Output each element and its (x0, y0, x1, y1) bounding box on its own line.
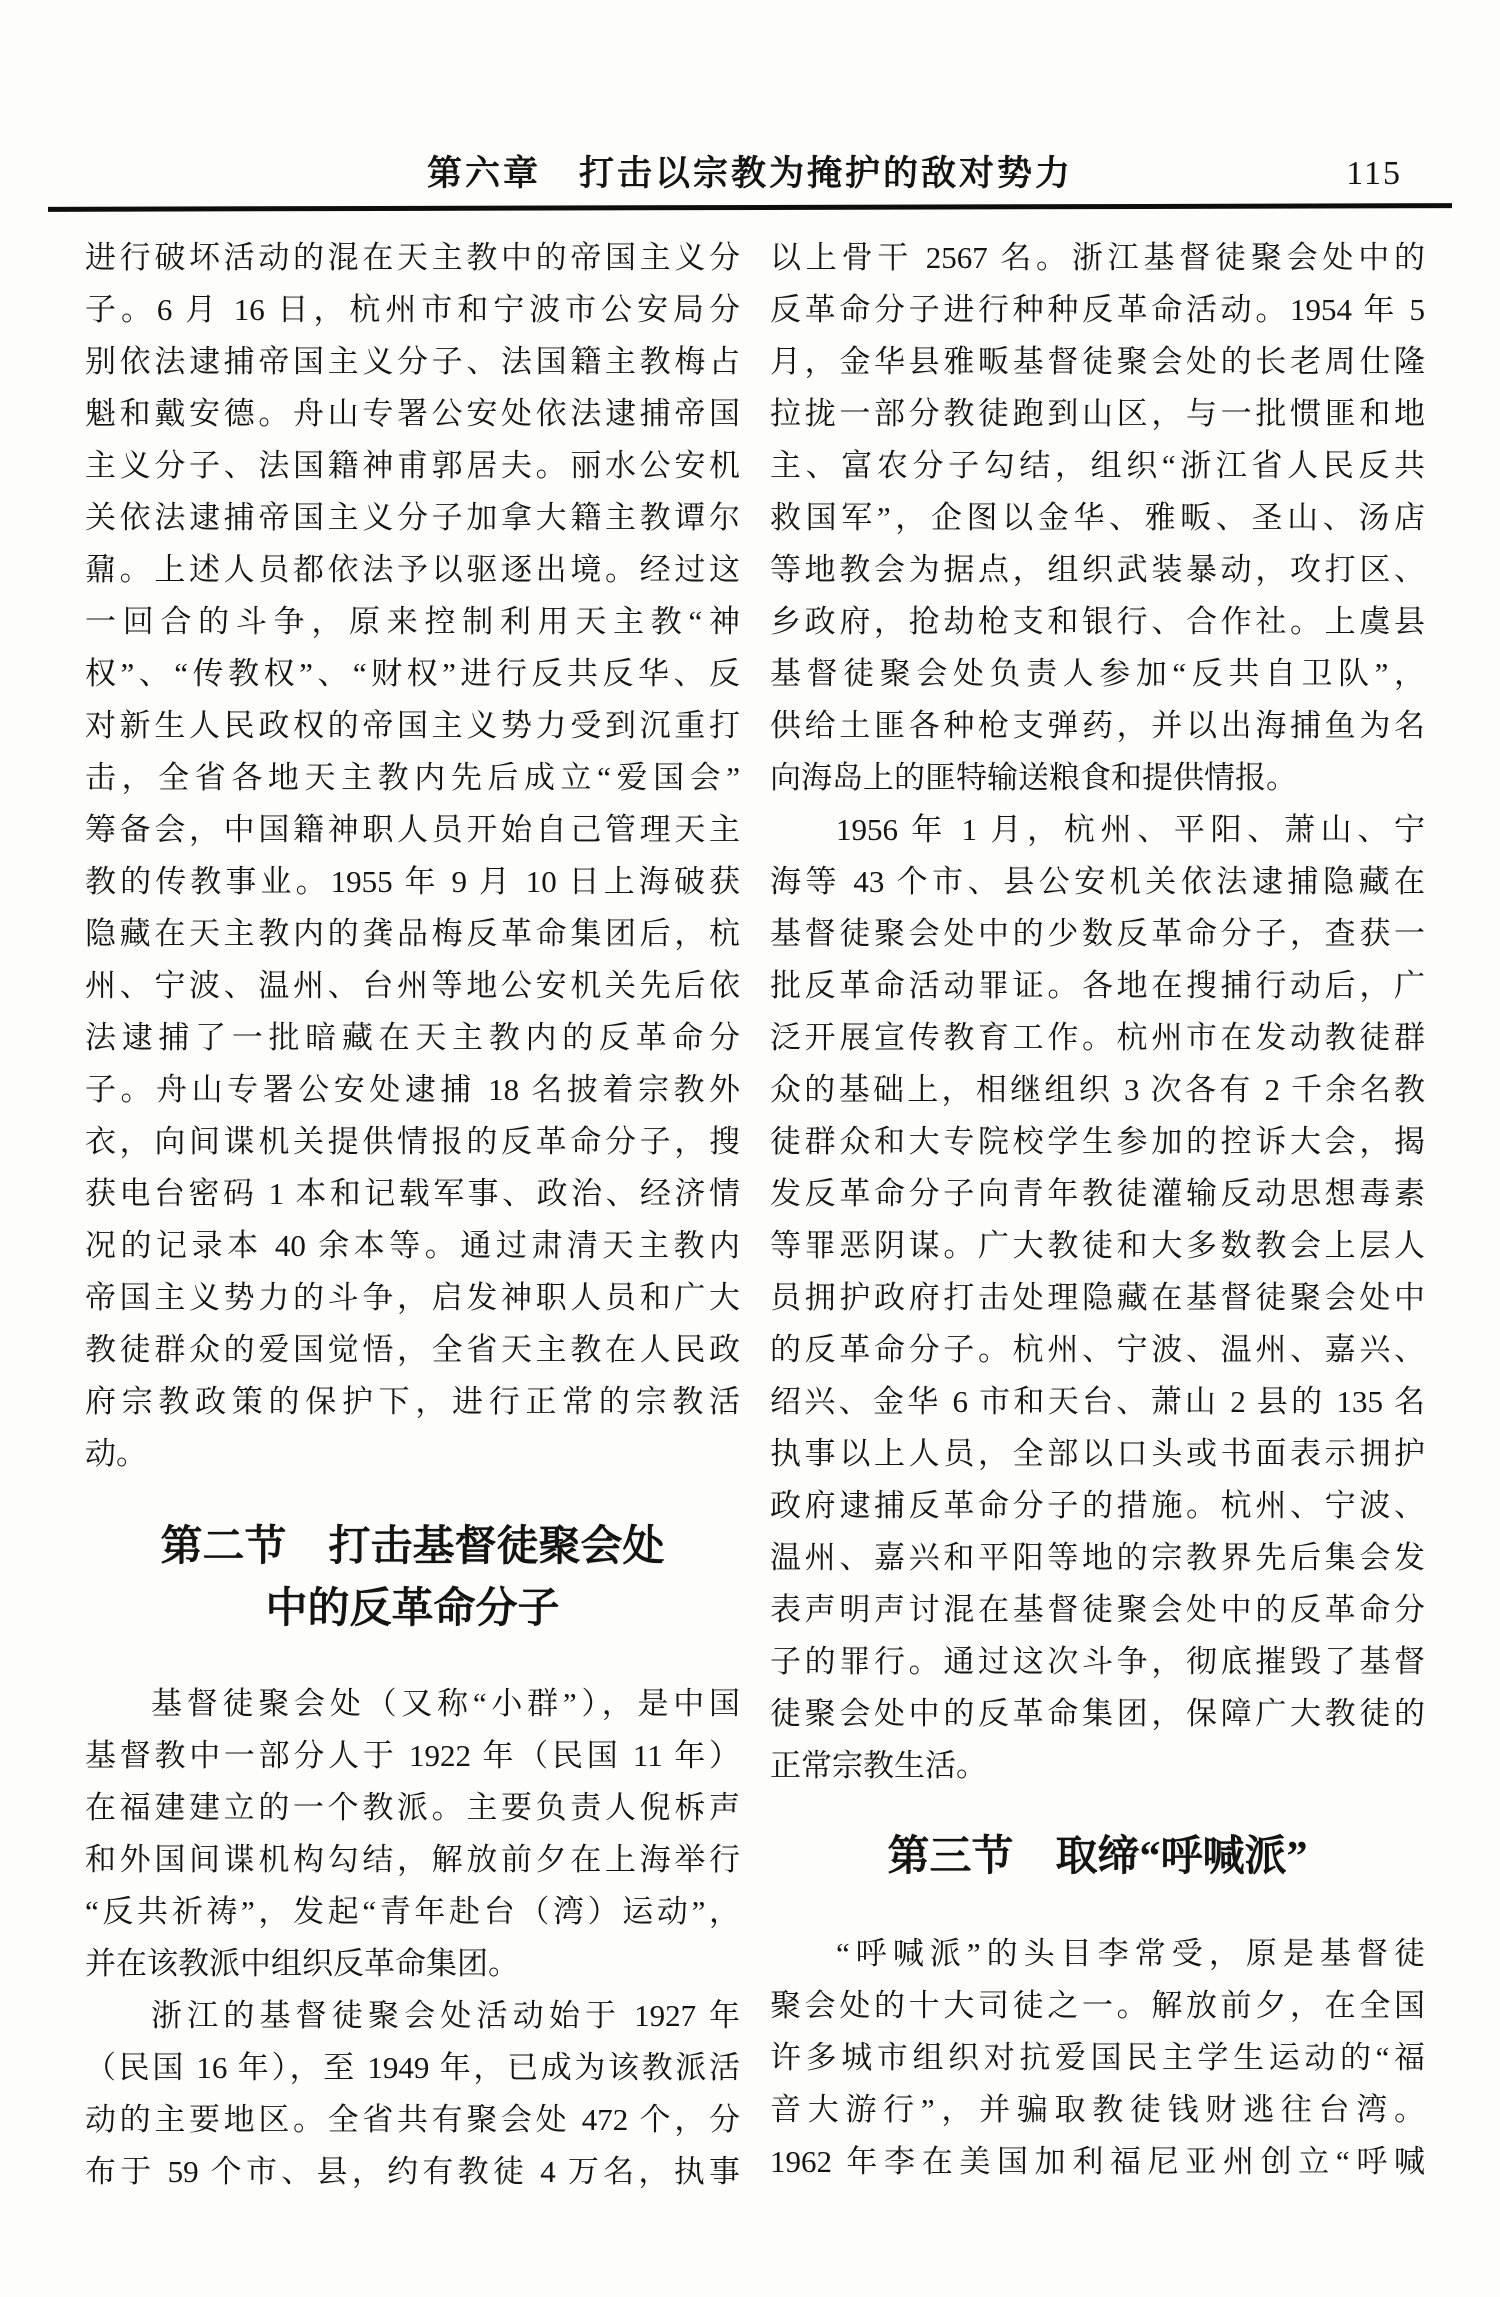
text-line: 击，全省各地天主教内先后成立“爱国会” (85, 760, 740, 795)
text-line: 子。舟山专署公安处逮捕 18 名披着宗教外 (85, 1072, 740, 1107)
text-line: 筹备会，中国籍神职人员开始自己管理天主 (85, 812, 740, 847)
text-line: “呼喊派”的头目李常受，原是基督徒 (836, 1936, 1425, 1971)
text-line: 乡政府，抢劫枪支和银行、合作社。上虞县 (770, 604, 1425, 639)
text-line: 进行破坏活动的混在天主教中的帝国主义分 (85, 240, 740, 275)
text-line: 帝国主义势力的斗争，启发神职人员和广大 (85, 1280, 740, 1315)
text-line: 府宗教政策的保护下，进行正常的宗教活 (85, 1384, 740, 1419)
text-line: 众的基础上，相继组织 3 次各有 2 千余名教 (770, 1072, 1425, 1107)
text-line: 1956 年 1 月，杭州、平阳、萧山、宁 (836, 812, 1425, 847)
text-line: 主、富农分子勾结，组织“浙江省人民反共 (770, 448, 1425, 483)
text-line: 鼐。上述人员都依法予以驱逐出境。经过这 (85, 552, 740, 587)
text-line: 政府逮捕反革命分子的措施。杭州、宁波、 (770, 1488, 1425, 1523)
text-line: 月，金华县雅畈基督徒聚会处的长老周仕隆 (770, 344, 1425, 379)
text-line: 关依法逮捕帝国主义分子加拿大籍主教谭尔 (85, 500, 740, 535)
text-line: 布于 59 个市、县，约有教徒 4 万名，执事 (85, 2154, 740, 2189)
text-line: 浙江的基督徒聚会处活动始于 1927 年 (151, 1998, 740, 2033)
text-line: 主义分子、法国籍神甫郭居夫。丽水公安机 (85, 448, 740, 483)
running-header (0, 148, 1500, 200)
text-line: 和外国间谍机构勾结，解放前夕在上海举行 (85, 1842, 740, 1877)
text-line: 法逮捕了一批暗藏在天主教内的反革命分 (85, 1020, 740, 1055)
section-heading-line: 第三节 取缔“呼喊派” (887, 1834, 1308, 1880)
text-line: 基督徒聚会处（又称“小群”），是中国 (151, 1686, 740, 1721)
text-line: 等罪恶阴谋。广大教徒和大多数教会上层人 (770, 1228, 1425, 1263)
text-line: 教的传教事业。1955 年 9 月 10 日上海破获 (85, 864, 740, 899)
text-line: 表声明声讨混在基督徒聚会处中的反革命分 (770, 1592, 1425, 1627)
text-line: 的反革命分子。杭州、宁波、温州、嘉兴、 (770, 1332, 1425, 1367)
text-line: 获电台密码 1 本和记载军事、政治、经济情 (85, 1176, 740, 1211)
text-line: 对新生人民政权的帝国主义势力受到沉重打 (85, 708, 740, 743)
text-line: 供给土匪各种枪支弹药，并以出海捕鱼为名 (770, 708, 1425, 743)
section-heading (85, 1516, 740, 1640)
section-heading-line: 第二节 打击基督徒聚会处 (160, 1524, 665, 1570)
text-line: （民国 16 年），至 1949 年，已成为该教派活 (85, 2050, 740, 2085)
text-line: 况的记录本 40 余本等。通过肃清天主教内 (85, 1228, 740, 1263)
column-left (85, 232, 740, 2198)
text-line: 音大游行”，并骗取教徒钱财逃往台湾。 (770, 2092, 1425, 2127)
text-line: 正常宗教生活。 (770, 1748, 987, 1783)
section-heading-line: 中的反革命分子 (265, 1586, 560, 1632)
text-line: 魁和戴安德。舟山专署公安处依法逮捕帝国 (85, 396, 740, 431)
text-line: 救国军”，企图以金华、雅畈、圣山、汤店 (770, 500, 1425, 535)
text-line: 子的罪行。通过这次斗争，彻底摧毁了基督 (770, 1644, 1425, 1679)
chapter-title: 第六章 打击以宗教为掩护的敌对势力 (426, 154, 1073, 193)
section-heading (770, 1826, 1425, 1888)
text-line: 基督徒聚会处中的少数反革命分子，查获一 (770, 916, 1425, 951)
text-line: 教徒群众的爱国觉悟，全省天主教在人民政 (85, 1332, 740, 1367)
text-line: 动的主要地区。全省共有聚会处 472 个，分 (85, 2102, 740, 2137)
text-line: 1962 年李在美国加利福尼亚州创立“呼喊 (770, 2144, 1425, 2179)
text-line: 反革命分子进行种种反革命活动。1954 年 5 (770, 292, 1425, 327)
column-right (770, 232, 1425, 2198)
text-line: 徒群众和大专院校学生参加的控诉大会，揭 (770, 1124, 1425, 1159)
text-line: 发反革命分子向青年教徒灌输反动思想毒素 (770, 1176, 1425, 1211)
text-line: 并在该教派中组织反革命集团。 (85, 1946, 519, 1981)
text-line: 在福建建立的一个教派。主要负责人倪柝声 (85, 1790, 740, 1825)
text-line: 批反革命活动罪证。各地在搜捕行动后，广 (770, 968, 1425, 1003)
text-line: 以上骨干 2567 名。浙江基督徒聚会处中的 (770, 240, 1425, 275)
text-line: 权”、“传教权”、“财权”进行反共反华、反 (85, 656, 740, 691)
text-line: 执事以上人员，全部以口头或书面表示拥护 (770, 1436, 1425, 1471)
text-line: 泛开展宣传教育工作。杭州市在发动教徒群 (770, 1020, 1425, 1055)
text-line: 聚会处的十大司徒之一。解放前夕，在全国 (770, 1988, 1425, 2023)
text-line: 子。6 月 16 日，杭州市和宁波市公安局分 (85, 292, 740, 327)
text-line: 员拥护政府打击处理隐藏在基督徒聚会处中 (770, 1280, 1425, 1315)
text-line: 徒聚会处中的反革命集团，保障广大教徒的 (770, 1696, 1425, 1731)
text-columns (85, 232, 1425, 2198)
text-line: 基督徒聚会处负责人参加“反共自卫队”， (770, 656, 1425, 691)
text-line: 许多城市组织对抗爱国民主学生运动的“福 (770, 2040, 1425, 2075)
text-line: 州、宁波、温州、台州等地公安机关先后依 (85, 968, 740, 1003)
header-divider (48, 203, 1452, 212)
text-line: 别依法逮捕帝国主义分子、法国籍主教梅占 (85, 344, 740, 379)
text-line: 隐藏在天主教内的龚品梅反革命集团后，杭 (85, 916, 740, 951)
text-line: 基督教中一部分人于 1922 年（民国 11 年） (85, 1738, 740, 1773)
text-line: 绍兴、金华 6 市和天台、萧山 2 县的 135 名 (770, 1384, 1425, 1419)
text-line: 海等 43 个市、县公安机关依法逮捕隐藏在 (770, 864, 1425, 899)
text-line: 一回合的斗争，原来控制利用天主教“神 (85, 604, 740, 639)
text-line: 向海岛上的匪特输送粮食和提供情报。 (770, 760, 1297, 795)
text-line: 温州、嘉兴和平阳等地的宗教界先后集会发 (770, 1540, 1425, 1575)
text-line: 衣，向间谍机关提供情报的反革命分子，搜 (85, 1124, 740, 1159)
text-line: “反共祈祷”，发起“青年赴台（湾）运动”， (85, 1894, 740, 1929)
text-line: 动。 (85, 1436, 147, 1471)
text-line: 等地教会为据点，组织武装暴动，攻打区、 (770, 552, 1425, 587)
page-number: 115 (1346, 155, 1402, 192)
text-line: 拉拢一部分教徒跑到山区，与一批惯匪和地 (770, 396, 1425, 431)
